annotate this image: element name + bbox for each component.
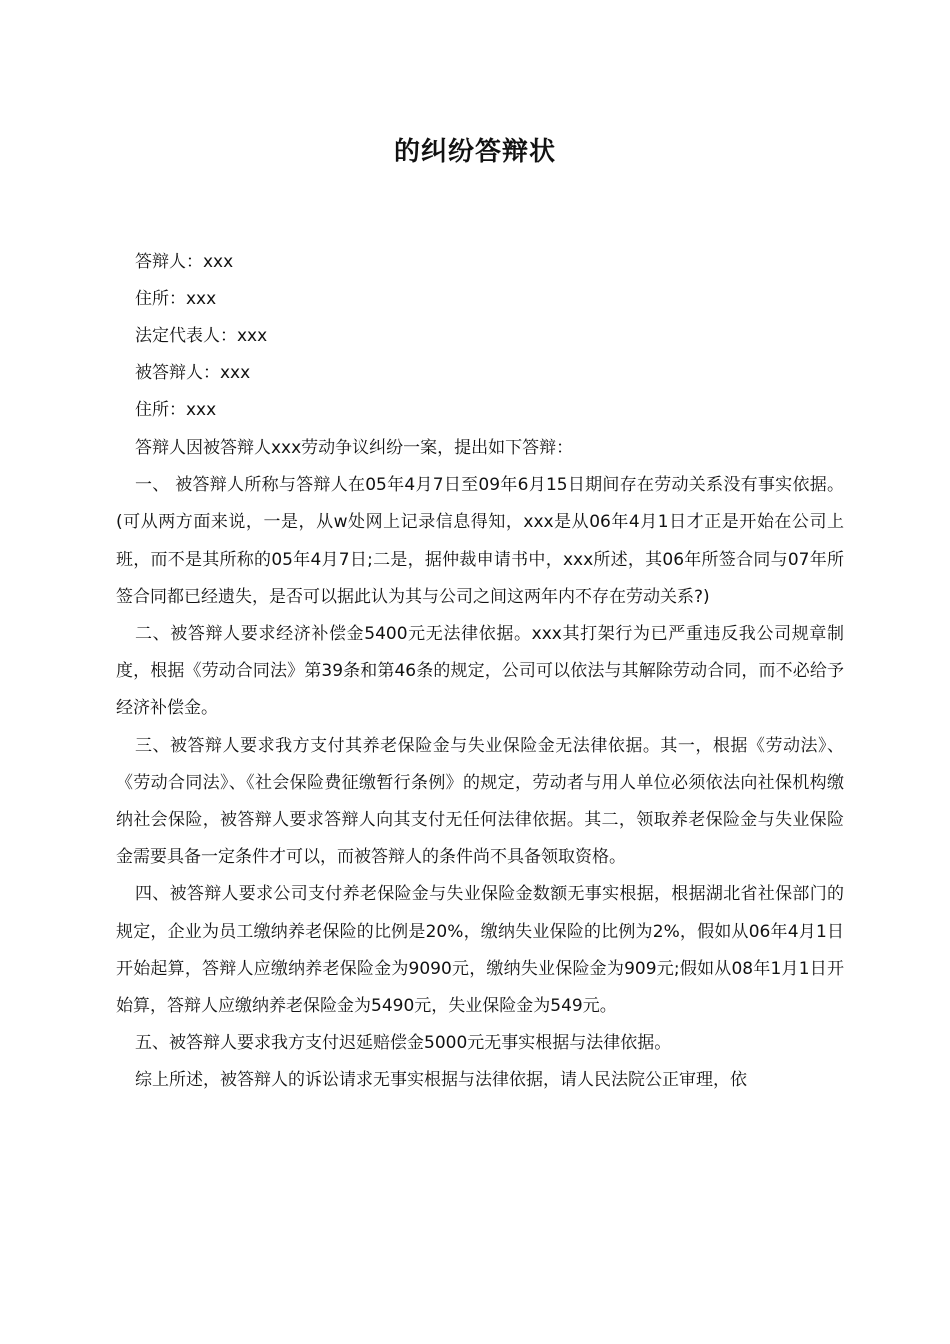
respondent-address-line: 住所：xxx [135, 289, 217, 309]
point-5-paragraph: 五、被答辩人要求我方支付迟延赔偿金5000元无事实根据与法律依据。 [135, 1033, 672, 1054]
document-title: 的纠纷答辩状 [393, 137, 556, 167]
document-body [116, 430, 844, 1100]
conclusion-paragraph: 综上所述，被答辩人的诉讼请求无事实根据与法律依据，请人民法院公正审理，依 [135, 1070, 747, 1091]
point-2-paragraph: 二、被答辩人要求经济补偿金5400元无法律依据。xxx其打架行为已严重违反我公司规章制度，根据《劳动合同法》第39条和第46条的规定，公司可以依法与其解除劳动合同，而不必给予经济补偿金。 [116, 624, 844, 719]
intro-paragraph: 答辩人因被答辩人xxx劳动争议纠纷一案，提出如下答辩： [135, 438, 574, 458]
claimant-address-line: 住所：xxx [135, 400, 217, 420]
point-3-paragraph: 三、被答辩人要求我方支付其养老保险金与失业保险金无法律依据。其一，根据《劳动法》、《劳动合同法》、《社会保险费征缴暂行条例》的规定，劳动者与用人单位必须依法向社保机构缴纳社会保险，被答辩人要求答辩人向其支付无任何法律依据。其二，领取养老保险金与失业保险金需要具备一定条件才可以，而被答辩人的条件尚不具备领取资格。 [116, 735, 844, 868]
point-1-paragraph: 一、 被答辩人所称与答辩人在05年4月7日至09年6月15日期间存在劳动关系没有事实依据。(可从两方面来说，一是，从w处网上记录信息得知，xxx是从06年4月1日才正是开始在公司上班，而不是其所称的05年4月7日;二是，据仲裁申请书中，xxx所述，其06年所签合同与07年所签合同都已经遗失，是否可以据此认为其与公司之间这两年内不存在劳动关系?) [116, 475, 844, 607]
point-4-paragraph: 四、被答辩人要求公司支付养老保险金与失业保险金数额无事实根据，根据湖北省社保部门的规定，企业为员工缴纳养老保险的比例是20%，缴纳失业保险的比例为2%，假如从06年4月1日开始起算，答辩人应缴纳养老保险金为9090元，缴纳失业保险金为909元;假如从08年1月1日开始算，答辩人应缴纳养老保险金为5490元，失业保险金为549元。 [116, 884, 844, 1017]
legal-representative-line: 法定代表人：xxx [135, 326, 268, 346]
party-info [0, 244, 950, 429]
claimant-line: 被答辩人：xxx [135, 363, 251, 383]
respondent-line: 答辩人：xxx [135, 252, 234, 272]
